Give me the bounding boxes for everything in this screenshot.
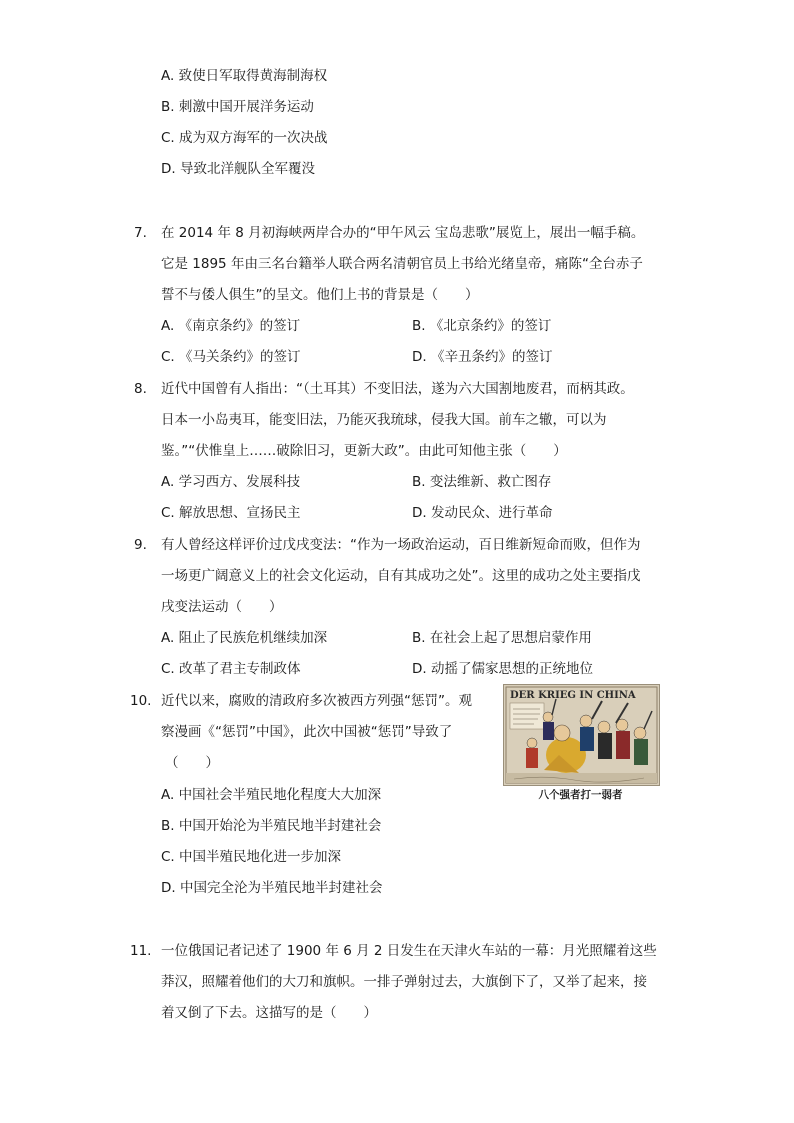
q8-stem-line-3: 鉴。”“伏惟皇上……破除旧习，更新大政”。由此可知他主张（ ） [161,443,567,459]
q6-option-a[interactable]: A. 致使日军取得黄海制海权 [161,68,328,84]
q10-option-b[interactable]: B. 中国开始沦为半殖民地半封建社会 [161,818,382,834]
q7-stem-line-2: 它是 1895 年由三名台籍举人联合两名清朝官员上书给光绪皇帝，痛陈“全台赤子 [161,256,643,272]
q9-option-a[interactable]: A. 阻止了民族危机继续加深 [161,630,328,646]
q7-stem-line-1: 在 2014 年 8 月初海峡两岸合办的“甲午风云 宝岛悲歌”展览上，展出一幅手稿。 [161,225,645,241]
q7-option-d[interactable]: D. 《辛丑条约》的签订 [412,349,553,365]
q10-stem-line-1: 近代以来，腐败的清政府多次被西方列强“惩罚”。观 [161,693,472,709]
q7-stem-line-3: 誓不与倭人俱生”的呈文。他们上书的背景是（ ） [161,287,479,303]
q8-option-a[interactable]: A. 学习西方、发展科技 [161,474,301,490]
q8-option-b[interactable]: B. 变法维新、救亡图存 [412,474,552,490]
q10-number: 10. [130,693,152,709]
q6-option-b[interactable]: B. 刺激中国开展洋务运动 [161,99,314,115]
q8-option-c[interactable]: C. 解放思想、宣扬民主 [161,505,301,521]
q9-stem-line-1: 有人曾经这样评价过戊戌变法：“作为一场政治运动，百日维新短命而败，但作为 [161,537,641,553]
q10-option-a[interactable]: A. 中国社会半殖民地化程度大大加深 [161,787,382,803]
q8-stem-line-1: 近代中国曾有人指出：“（土耳其）不变旧法，遂为六大国割地废君，而柄其政。 [161,381,634,397]
q11-number: 11. [130,943,152,959]
q11-stem-line-2: 莽汉，照耀着他们的大刀和旗帜。一排子弹射过去，大旗倒下了，又举了起来，接 [161,974,647,990]
q10-option-d[interactable]: D. 中国完全沦为半殖民地半封建社会 [161,880,383,896]
q11-stem-line-1: 一位俄国记者记述了 1900 年 6 月 2 日发生在天津火车站的一幕：月光照耀着这些 [161,943,657,959]
q8-stem-line-2: 日本一小岛夷耳，能变旧法，乃能灭我琉球，侵我大国。前车之辙，可以为 [161,412,607,428]
q10-stem-line-3: （ ） [165,755,219,771]
q6-option-c[interactable]: C. 成为双方海军的一次决战 [161,130,328,146]
q10-stem-line-2: 察漫画《“惩罚”中国》，此次中国被“惩罚”导致了 [161,724,453,740]
cartoon-illustration [504,685,659,785]
q10-option-c[interactable]: C. 中国半殖民地化进一步加深 [161,849,342,865]
q9-option-d[interactable]: D. 动摇了儒家思想的正统地位 [412,661,593,677]
q7-option-b[interactable]: B. 《北京条约》的签订 [412,318,552,334]
cartoon-caption: 八个强者打一弱者 [538,789,623,801]
q11-stem-line-3: 着又倒了下去。这描写的是（ ） [161,1005,377,1021]
cartoon-image [503,684,660,786]
q8-number: 8. [134,381,147,397]
q9-option-c[interactable]: C. 改革了君主专制政体 [161,661,301,677]
q9-option-b[interactable]: B. 在社会上起了思想启蒙作用 [412,630,592,646]
q9-stem-line-2: 一场更广阔意义上的社会文化运动，自有其成功之处”。这里的成功之处主要指戊 [161,568,641,584]
q7-number: 7. [134,225,147,241]
q9-stem-line-3: 戌变法运动（ ） [161,599,283,615]
q9-number: 9. [134,537,147,553]
q7-option-a[interactable]: A. 《南京条约》的签订 [161,318,301,334]
q7-option-c[interactable]: C. 《马关条约》的签订 [161,349,301,365]
q8-option-d[interactable]: D. 发动民众、进行革命 [412,505,553,521]
q6-option-d[interactable]: D. 导致北洋舰队全军覆没 [161,161,315,177]
cartoon-title: DER KRIEG IN CHINA [510,690,636,701]
